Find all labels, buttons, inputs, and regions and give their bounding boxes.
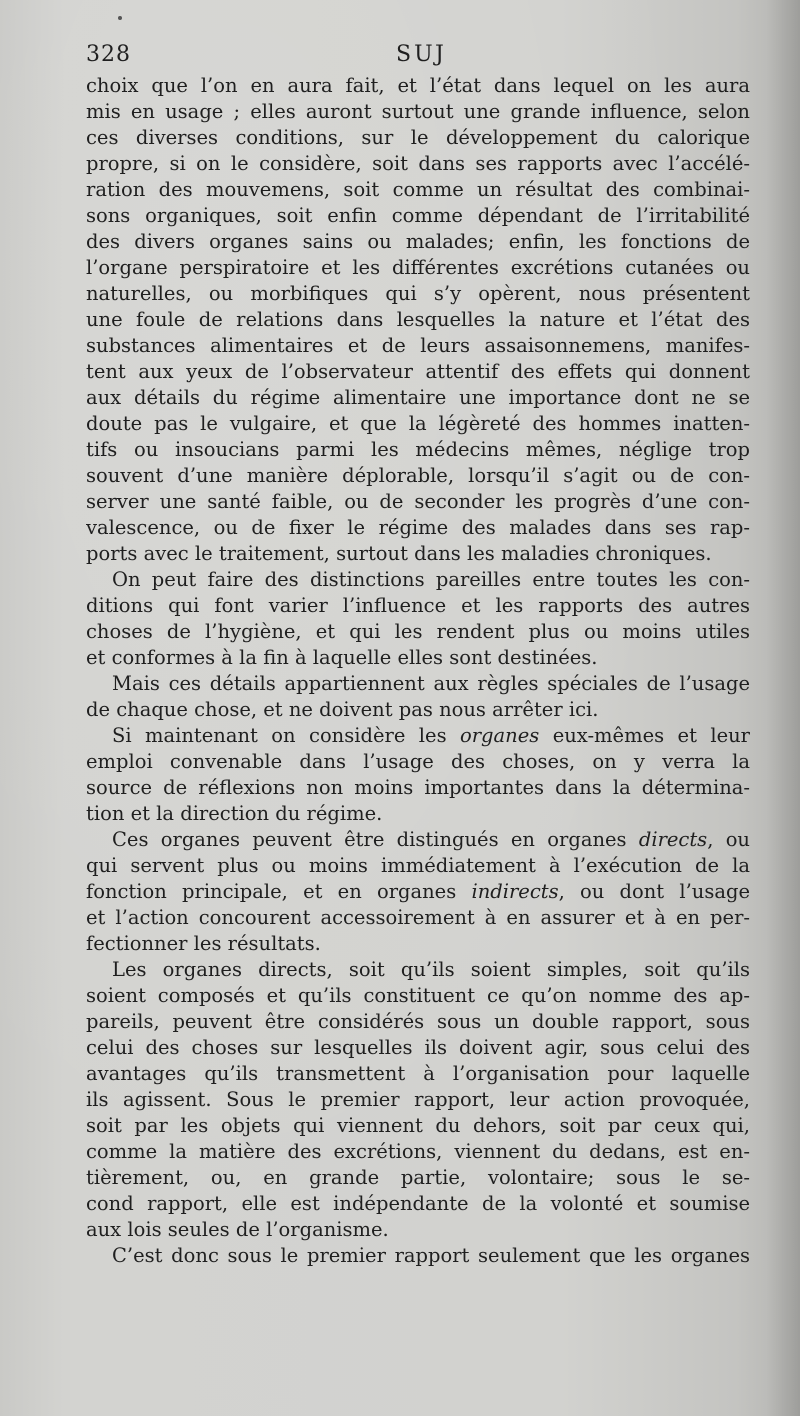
text-line: celui des choses sur lesquelles ils doivent agir, sous celui des xyxy=(86,1036,750,1059)
text-line: Si maintenant on considère les organes eux-mêmes et leur xyxy=(112,724,750,747)
text-line: aux détails du régime alimentaire une importance dont ne se xyxy=(86,386,750,409)
text-line: tent aux yeux de l’observateur attentif des effets qui donnent xyxy=(86,360,750,383)
text-line: emploi convenable dans l’usage des choses, on y verra la xyxy=(86,750,750,773)
text-line: propre, si on le considère, soit dans ses rapports avec l’accélé- xyxy=(86,152,750,175)
text-line: aux lois seules de l’organisme. xyxy=(86,1218,389,1241)
text-line: choix que l’on en aura fait, et l’état dans lequel on les aura xyxy=(86,74,750,97)
text-line: Les organes directs, soit qu’ils soient simples, soit qu’ils xyxy=(112,958,750,981)
text-line: tifs ou insoucians parmi les médecins mêmes, néglige trop xyxy=(86,438,750,461)
text-line: de chaque chose, et ne doivent pas nous arrêter ici. xyxy=(86,698,599,721)
text-line: server une santé faible, ou de seconder les progrès d’une con- xyxy=(86,490,750,513)
text-line: source de réflexions non moins importantes dans la détermina- xyxy=(86,776,750,799)
page-number: 328 xyxy=(86,42,131,67)
text-line: fectionner les résultats. xyxy=(86,932,321,955)
text-line: soient composés et qu’ils constituent ce qu’on nomme des ap- xyxy=(86,984,750,1007)
text-line: soit par les objets qui viennent du dehors, soit par ceux qui, xyxy=(86,1114,750,1137)
text-line: sons organiques, soit enfin comme dépendant de l’irritabilité xyxy=(86,204,750,227)
text-line: ils agissent. Sous le premier rapport, leur action provoquée, xyxy=(86,1088,750,1111)
ink-speck xyxy=(118,16,122,20)
text-line: fonction principale, et en organes indirects, ou dont l’usage xyxy=(86,880,750,903)
text-line: tièrement, ou, en grande partie, volontaire; sous le se- xyxy=(86,1166,750,1189)
text-line: ditions qui font varier l’influence et les rapports des autres xyxy=(86,594,750,617)
text-line: souvent d’une manière déplorable, lorsqu’il s’agit ou de con- xyxy=(86,464,750,487)
text-line: ces diverses conditions, sur le développement du calorique xyxy=(86,126,750,149)
text-line: pareils, peuvent être considérés sous un double rapport, sous xyxy=(86,1010,750,1033)
text-line: et l’action concourent accessoirement à en assurer et à en per- xyxy=(86,906,750,929)
text-line: Ces organes peuvent être distingués en organes directs, ou xyxy=(112,828,750,851)
text-line: ration des mouvemens, soit comme un résultat des combinai- xyxy=(86,178,750,201)
text-line: C’est donc sous le premier rapport seulement que les organes xyxy=(112,1244,750,1267)
text-line: cond rapport, elle est indépendante de la volonté et soumise xyxy=(86,1192,750,1215)
text-line: avantages qu’ils transmettent à l’organisation pour laquelle xyxy=(86,1062,750,1085)
text-line: ports avec le traitement, surtout dans les maladies chroniques. xyxy=(86,542,712,565)
text-line: naturelles, ou morbifiques qui s’y opèrent, nous présentent xyxy=(86,282,750,305)
text-line: des divers organes sains ou malades; enfin, les fonctions de xyxy=(86,230,750,253)
text-line: comme la matière des excrétions, viennent du dedans, est en- xyxy=(86,1140,750,1163)
text-line: Mais ces détails appartiennent aux règles spéciales de l’usage xyxy=(112,672,750,695)
body-text xyxy=(86,73,750,1269)
text-line: On peut faire des distinctions pareilles entre toutes les con- xyxy=(112,568,750,591)
text-line: substances alimentaires et de leurs assaisonnemens, manifes- xyxy=(86,334,750,357)
text-line: mis en usage ; elles auront surtout une grande influence, selon xyxy=(86,100,750,123)
text-line: tion et la direction du régime. xyxy=(86,802,383,825)
text-line: doute pas le vulgaire, et que la légèreté des hommes inatten- xyxy=(86,412,750,435)
text-line: et conformes à la fin à laquelle elles sont destinées. xyxy=(86,646,598,669)
page-header xyxy=(86,42,750,72)
page-edge-shadow xyxy=(766,0,800,1416)
text-line: une foule de relations dans lesquelles la nature et l’état des xyxy=(86,308,750,331)
text-line: valescence, ou de fixer le régime des malades dans ses rap- xyxy=(86,516,750,539)
text-line: choses de l’hygiène, et qui les rendent plus ou moins utiles xyxy=(86,620,750,643)
text-line: l’organe perspiratoire et les différentes excrétions cutanées ou xyxy=(86,256,750,279)
text-line: qui servent plus ou moins immédiatement à l’exécution de la xyxy=(86,854,750,877)
running-head: SUJ xyxy=(396,42,447,67)
